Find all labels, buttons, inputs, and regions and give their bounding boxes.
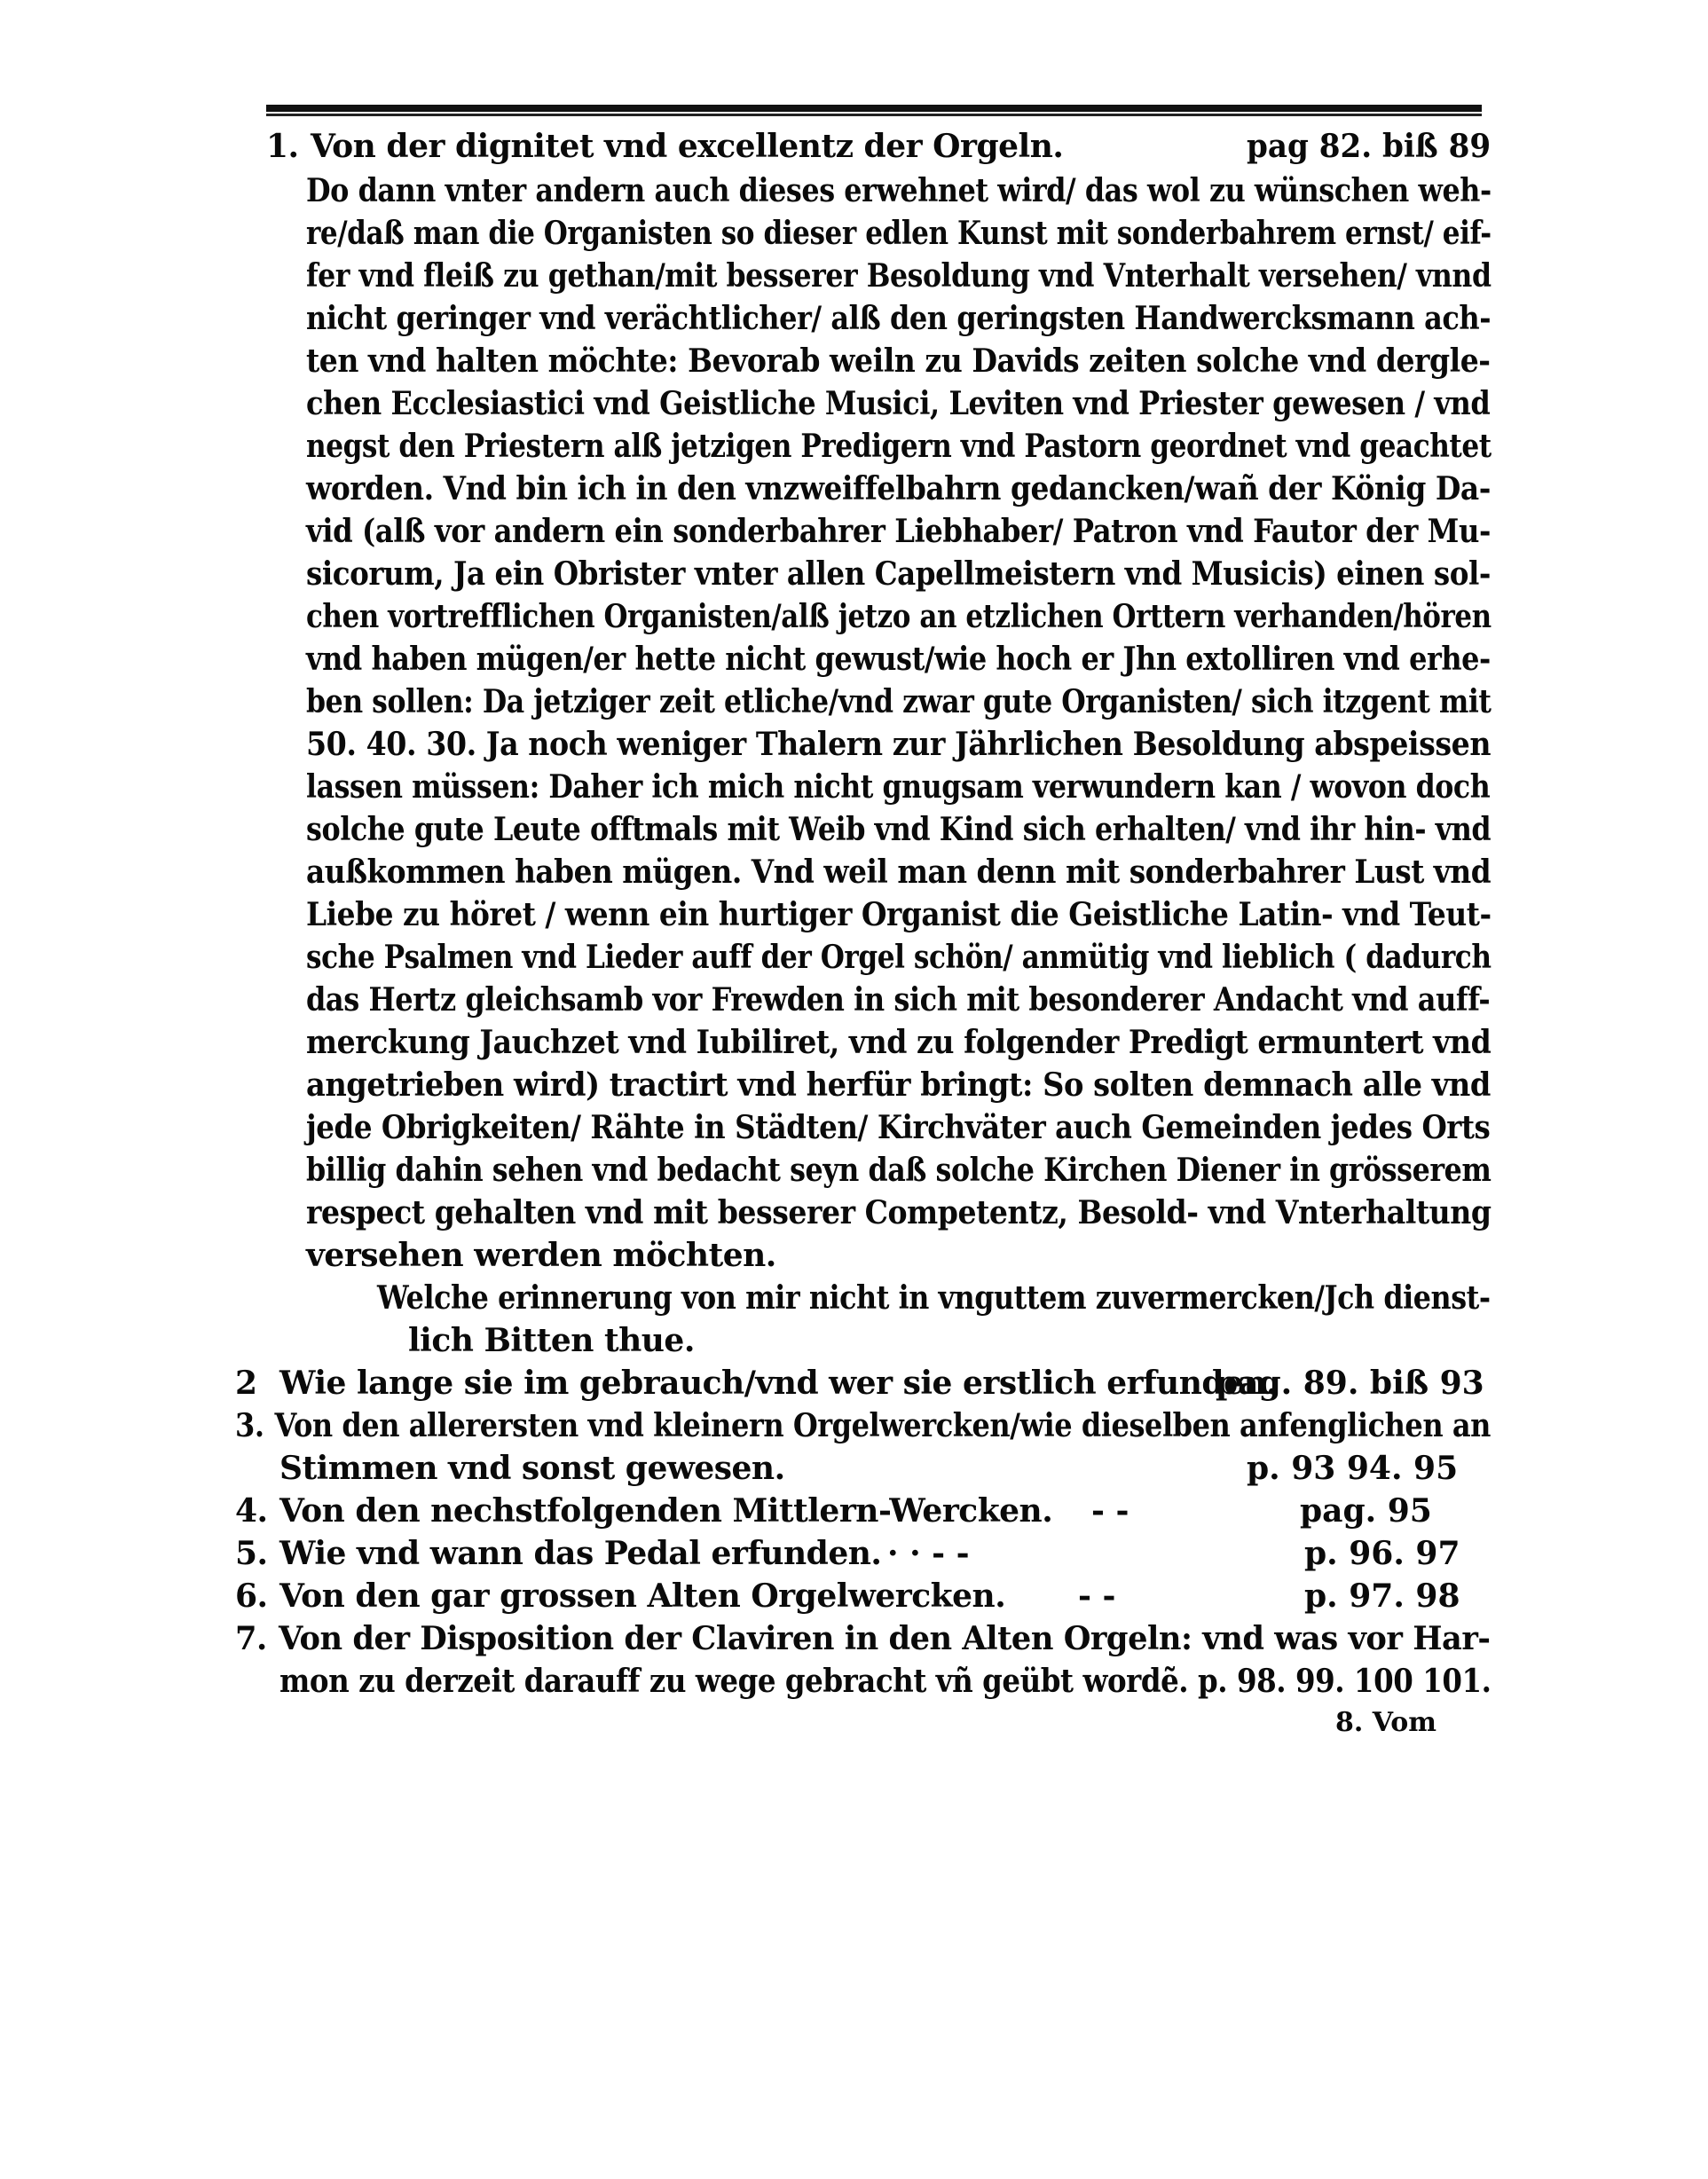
entry-1-pages: pag 82. biß 89: [1247, 128, 1492, 165]
header-rule: [266, 105, 1482, 112]
body-line: nicht geringer vnd verächtlicher/ alß den geringsten Handwercksmann ach-: [306, 300, 1492, 337]
entry-pages: p. 93 94. 95: [1247, 1450, 1459, 1487]
body-line: vnd haben mügen/er hette nicht gewust/wie hoch er Jhn extolliren vnd erhe-: [306, 641, 1491, 678]
entry-title: Von den gar grossen Alten Orgelwercken.: [279, 1577, 1006, 1615]
entry-title: Von den allerersten vnd kleinern Orgelwercken/wie dieselben anfenglichen an: [274, 1407, 1491, 1444]
body-line: sicorum, Ja ein Obrister vnter allen Capellmeistern vnd Musicis) einen sol-: [306, 555, 1491, 593]
leader-dashes: · · - -: [887, 1535, 970, 1572]
body-line: 50. 40. 30. Ja noch weniger Thalern zur Jährlichen Besoldung abspeissen: [306, 726, 1492, 763]
entry-title-continued: mon zu derzeit darauff zu wege gebracht vñ geübt wordẽ. p. 98. 99. 100 101.: [279, 1663, 1492, 1700]
body-line: jede Obrigkeiten/ Rähte in Städten/ Kirchväter auch Gemeinden jedes Orts: [306, 1109, 1491, 1146]
entry-1-title: Von der dignitet vnd excellentz der Orgeln.: [311, 128, 1064, 165]
entry-title: Wie lange sie im gebrauch/vnd wer sie erstlich erfunden.: [279, 1365, 1278, 1402]
closing-line: Welche erinnerung von mir nicht in vnguttem zuvermercken/Jch dienst-: [377, 1279, 1491, 1317]
entry-number: 2: [235, 1365, 257, 1402]
entry-pages: pag. 89. biß 93: [1216, 1365, 1484, 1402]
entry-number: 4.: [235, 1492, 268, 1530]
body-line: negst den Priestern alß jetzigen Predigern vnd Pastorn geordnet vnd geachtet: [306, 428, 1492, 465]
body-line: chen vortrefflichen Organisten/alß jetzo an etzlichen Orttern verhanden/hören: [306, 598, 1492, 635]
body-line: ten vnd halten möchte: Bevorab weiln zu Davids zeiten solche vnd dergle-: [306, 342, 1491, 380]
body-line: versehen werden möchten.: [306, 1237, 776, 1274]
entry-title-continued: Stimmen vnd sonst gewesen.: [279, 1450, 785, 1487]
body-line: ben sollen: Da jetziger zeit etliche/vnd zwar gute Organisten/ sich itzgent mit: [306, 683, 1492, 720]
toc-entry-5: [235, 1533, 881, 1574]
entry-title: Wie vnd wann das Pedal erfunden.: [279, 1535, 882, 1572]
entry-pages: p. 97. 98: [1304, 1577, 1460, 1615]
leader-dashes: - -: [1078, 1577, 1116, 1615]
body-line: chen Ecclesiastici vnd Geistliche Musici, Leviten vnd Priester gewesen / vnd: [306, 385, 1491, 422]
body-line: solche gute Leute offtmals mit Weib vnd Kind sich erhalten/ vnd ihr hin- vnd: [306, 811, 1492, 848]
leader-dashes: - -: [1091, 1492, 1129, 1530]
entry-pages: pag. 95: [1300, 1492, 1432, 1530]
body-line: sche Psalmen vnd Lieder auff der Orgel schön/ anmütig vnd lieblich ( dadurch: [306, 939, 1492, 976]
entry-number: 3.: [235, 1407, 264, 1444]
body-line: das Hertz gleichsamb vor Frewden in sich mit besonderer Andacht vnd auff-: [306, 981, 1491, 1019]
toc-entry-4: [235, 1491, 1052, 1531]
toc-entry-2: [235, 1363, 1277, 1404]
body-line: angetrieben wird) tractirt vnd herfür bringt: So solten demnach alle vnd: [306, 1066, 1491, 1104]
body-line: Liebe zu höret / wenn ein hurtiger Organist die Geistliche Latin- vnd Teut-: [306, 896, 1492, 933]
entry-number: 7.: [235, 1620, 267, 1657]
body-line: re/daß man die Organisten so dieser edlen Kunst mit sonderbahrem ernst/ eif-: [306, 215, 1492, 252]
catchword: 8. Vom: [1335, 1707, 1437, 1738]
body-line: lassen müssen: Daher ich mich nicht gnugsam verwundern kan / wovon doch: [306, 768, 1491, 806]
entry-number: 6.: [235, 1577, 268, 1615]
toc-entry-3: [235, 1405, 1491, 1446]
entry-pages: p. 96. 97: [1304, 1535, 1460, 1572]
closing-line: lich Bitten thue.: [408, 1322, 695, 1359]
body-line: fer vnd fleiß zu gethan/mit besserer Besoldung vnd Vnterhalt versehen/ vnnd: [306, 257, 1492, 295]
entry-title: Von den nechstfolgenden Mittlern-Wercken.: [279, 1492, 1053, 1530]
body-line: außkommen haben mügen. Vnd weil man denn mit sonderbahrer Lust vnd: [306, 854, 1492, 891]
body-line: Do dann vnter andern auch dieses erwehnet wird/ das wol zu wünschen weh-: [306, 172, 1492, 209]
body-line: vid (alß vor andern ein sonderbahrer Liebhaber/ Patron vnd Fautor der Mu-: [306, 513, 1491, 550]
body-line: merckung Jauchzet vnd Iubiliret, vnd zu folgender Predigt ermuntert vnd: [306, 1024, 1492, 1061]
entry-number: 5.: [235, 1535, 268, 1572]
body-line: worden. Vnd bin ich in den vnzweiffelbahrn gedancken/wañ der König Da-: [306, 470, 1491, 507]
entry-1-number: 1.: [266, 128, 299, 165]
toc-entry-6: [235, 1576, 1005, 1617]
toc-entry-7: [235, 1618, 1491, 1659]
entry-1-heading: [266, 126, 1063, 167]
body-line: respect gehalten vnd mit besserer Competentz, Besold- vnd Vnterhaltung: [306, 1194, 1492, 1231]
body-line: billig dahin sehen vnd bedacht seyn daß solche Kirchen Diener in grösserem: [306, 1152, 1492, 1189]
entry-title: Von der Disposition der Claviren in den Alten Orgeln: vnd was vor Har-: [278, 1620, 1491, 1657]
